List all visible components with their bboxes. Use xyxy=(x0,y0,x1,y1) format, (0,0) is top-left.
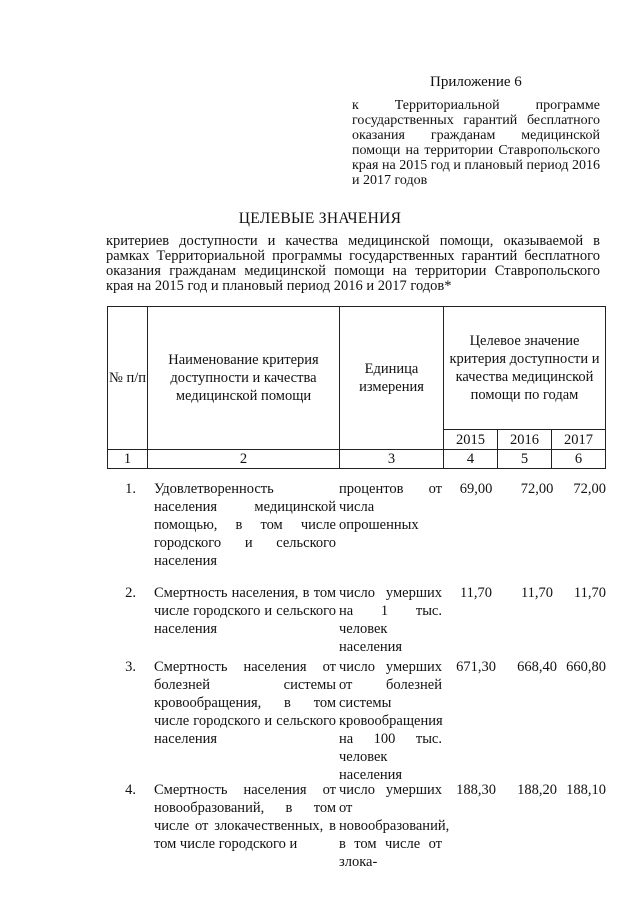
value-2017: 188,10 xyxy=(566,782,606,798)
value-2017: 11,70 xyxy=(573,585,606,601)
value-2017: 72,00 xyxy=(573,481,606,497)
value-2016: 11,70 xyxy=(520,585,554,601)
criterion-unit: число умерших на 1 тыс. человек населения xyxy=(339,585,442,655)
row-number: 2. xyxy=(125,585,136,601)
criterion-unit: число умерших от новообразований, в том числе от злока- xyxy=(339,782,450,870)
value-2015: 69,00 xyxy=(459,481,493,497)
criterion-name: Смертность населения от болезней системы кровообращения, в том числе городского и сельского населения xyxy=(154,659,336,747)
appendix-title: Приложение 6 xyxy=(430,74,522,90)
row-number: 1. xyxy=(125,481,136,497)
value-2016: 668,40 xyxy=(517,659,557,675)
column-number: 4 xyxy=(444,450,498,469)
column-number: 2 xyxy=(148,450,340,469)
value-2015: 671,30 xyxy=(456,659,496,675)
value-2016: 188,20 xyxy=(517,782,557,798)
criterion-name: Удовлетворенность населения медицинской помощью, в том числе городского и сельского населения xyxy=(154,481,336,569)
header-year-2015: 2015 xyxy=(444,430,498,450)
column-number: 3 xyxy=(340,450,444,469)
column-number: 1 xyxy=(108,450,148,469)
document-subtitle: критериев доступности и качества медицинской помощи, оказываемой в рамках Территориальной программы государственных гарантий бесплатного оказания гражданам медицинской помощи на территории Ставропольского края на 2015 год и плановый период 2016 и 2017 годов* xyxy=(106,233,600,294)
criteria-rows xyxy=(107,480,605,871)
header-name: Наименование критерия доступности и качества медицинской помощи xyxy=(148,307,340,450)
criterion-unit: процентов от числа опрошенных xyxy=(339,481,442,533)
table-row xyxy=(107,658,605,781)
table-row xyxy=(107,781,605,871)
criterion-name: Смертность населения, в том числе городского и сельского населения xyxy=(154,585,336,637)
header-target: Целевое значение критерия доступности и качества медицинской помощи по годам xyxy=(444,307,606,430)
value-2016: 72,00 xyxy=(520,481,554,497)
document-title: ЦЕЛЕВЫЕ ЗНАЧЕНИЯ xyxy=(238,210,402,227)
row-number: 3. xyxy=(125,659,136,675)
header-unit: Единица измерения xyxy=(340,307,444,450)
column-number: 5 xyxy=(498,450,552,469)
row-number: 4. xyxy=(125,782,136,798)
header-year-2017: 2017 xyxy=(552,430,606,450)
criteria-table-header xyxy=(107,306,606,469)
appendix-subtitle: к Территориальной программе государственных гарантий бесплатного оказания гражданам медицинской помощи на территории Ставропольского края на 2015 год и плановый период 2016 и 2017 годов xyxy=(352,98,600,188)
header-year-2016: 2016 xyxy=(498,430,552,450)
value-2015: 11,70 xyxy=(459,585,493,601)
column-number: 6 xyxy=(552,450,606,469)
value-2015: 188,30 xyxy=(456,782,496,798)
table-row xyxy=(107,480,605,584)
criterion-name: Смертность населения от новообразований, в том числе от злокачественных, в том числе городского и xyxy=(154,782,336,852)
value-2017: 660,80 xyxy=(566,659,606,675)
header-num: № п/п xyxy=(108,307,148,450)
criterion-unit: число умерших от болезней системы кровообращения на 100 тыс. человек населения xyxy=(339,659,443,783)
table-row xyxy=(107,584,605,658)
